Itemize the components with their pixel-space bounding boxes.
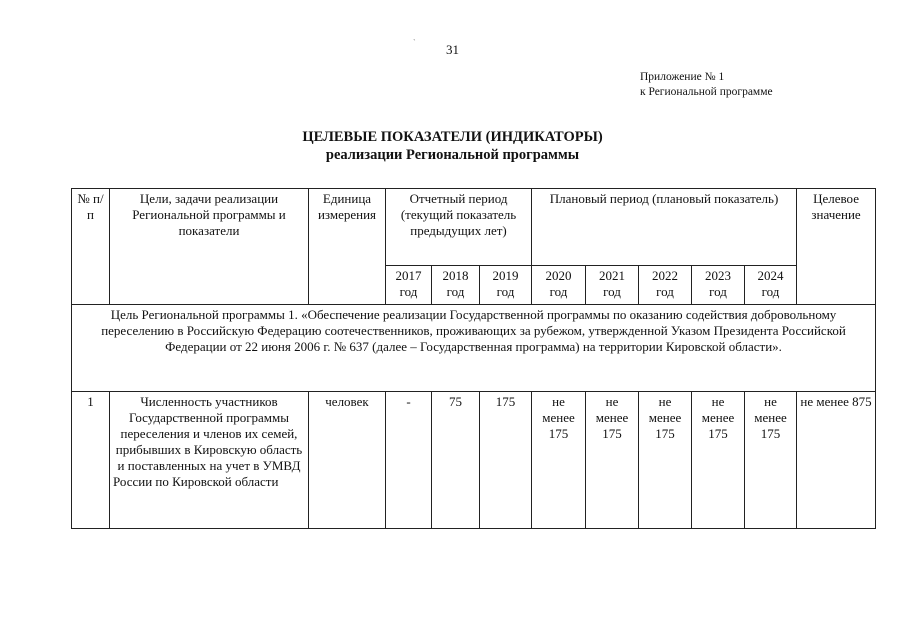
header-plan-period: Плановый период (плановый показатель): [532, 189, 797, 266]
year-2022: 2022 год: [639, 266, 692, 305]
appendix-line-1: Приложение № 1: [640, 71, 725, 83]
row-value-2021: не менее 175: [586, 392, 639, 529]
appendix-line-2: к Региональной программе: [640, 86, 773, 98]
year-2024: 2024 год: [745, 266, 797, 305]
row-value-2019: 175: [480, 392, 532, 529]
appendix-note: [640, 70, 773, 100]
header-target: Целевое значение: [797, 189, 876, 305]
year-2018: 2018 год: [432, 266, 480, 305]
goal-text: Цель Региональной программы 1. «Обеспечение реализации Государственной программы по оказанию содействия добровольному переселению в Российскую Федерацию соотечественников, проживающих за рубежом, утвержденной Указом Президента Российской Федерации от 22 июня 2006 г. № 637 (далее – Государственная программа) на территории Кировской области».: [72, 305, 876, 392]
row-value-2017: -: [386, 392, 432, 529]
goal-row: [72, 305, 876, 392]
header-report-period: Отчетный период (текущий показатель предыдущих лет): [386, 189, 532, 266]
row-value-2022: не менее 175: [639, 392, 692, 529]
row-value-2024: не менее 175: [745, 392, 797, 529]
row-target: не менее 875: [797, 392, 876, 529]
row-value-2020: не менее 175: [532, 392, 586, 529]
row-value-2023: не менее 175: [692, 392, 745, 529]
row-value-2018: 75: [432, 392, 480, 529]
year-2021: 2021 год: [586, 266, 639, 305]
year-2019: 2019 год: [480, 266, 532, 305]
row-unit: человек: [309, 392, 386, 529]
header-row: [72, 189, 876, 266]
year-2020: 2020 год: [532, 266, 586, 305]
header-num: № п/п: [72, 189, 110, 305]
page-number: 31: [446, 42, 459, 57]
header-unit: Единица измерения: [309, 189, 386, 305]
table-row: [72, 392, 876, 529]
document-title: [0, 128, 905, 164]
scan-mark: `: [413, 38, 416, 47]
year-2023: 2023 год: [692, 266, 745, 305]
title-line-2: реализации Региональной программы: [325, 147, 580, 163]
header-goals: Цели, задачи реализации Региональной программы и показатели: [110, 189, 309, 305]
title-line-1: ЦЕЛЕВЫЕ ПОКАЗАТЕЛИ (ИНДИКАТОРЫ): [302, 129, 603, 145]
row-num: 1: [72, 392, 110, 529]
row-indicator: Численность участников Государственной программы переселения и членов их семей, прибывших в Кировскую область и поставленных на учет в УМВД России по Кировской области: [110, 392, 309, 529]
indicators-table: [71, 188, 876, 529]
year-2017: 2017 год: [386, 266, 432, 305]
